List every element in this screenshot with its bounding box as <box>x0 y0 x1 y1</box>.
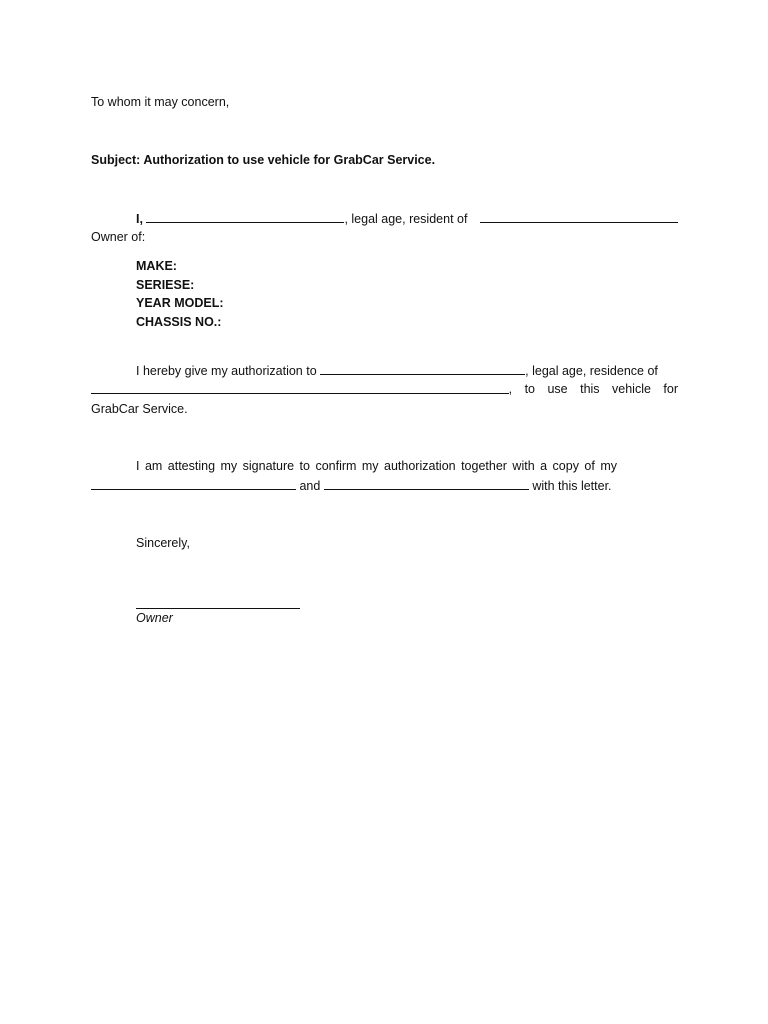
paragraph-2-line-2 <box>91 381 678 397</box>
residence-address-blank <box>91 381 509 394</box>
subject-line: Subject: Authorization to use vehicle for GrabCar Service. <box>91 153 436 167</box>
field-chassis-no: CHASSIS NO.: <box>136 315 222 329</box>
p2-line1-segment <box>91 362 658 379</box>
paragraph-3-line-2 <box>91 477 612 494</box>
p2-use-vehicle-text: , to use this vehicle for <box>508 382 678 396</box>
p1-legal-age-text: , legal age, resident of <box>344 212 468 226</box>
paragraph-2-line-1 <box>91 362 678 379</box>
field-series: SERIESE: <box>136 278 195 292</box>
closing: Sincerely, <box>136 536 190 550</box>
id-document-2-blank <box>324 477 529 490</box>
p3-attesting-text: I am attesting my signature to confirm my authorization together with a copy of my <box>136 459 617 473</box>
p3-with-letter-text: with this letter. <box>532 479 612 493</box>
residence-blank <box>480 210 678 223</box>
name-blank <box>146 210 344 223</box>
p2-legal-age-text: , legal age, residence of <box>525 364 658 378</box>
field-make: MAKE: <box>136 259 177 273</box>
p1-i-text: I, <box>136 212 143 226</box>
p3-and-text: and <box>299 479 321 493</box>
signatory-label: Owner <box>136 611 173 625</box>
p1-i-segment <box>91 210 467 227</box>
paragraph-2-line-3: GrabCar Service. <box>91 402 188 416</box>
field-year-model: YEAR MODEL: <box>136 296 224 310</box>
paragraph-3-line-1 <box>91 458 678 474</box>
paragraph-1-line-1 <box>91 210 678 227</box>
p2-authorization-text: I hereby give my authorization to <box>136 364 317 378</box>
signature-line <box>136 608 300 609</box>
owner-of-label: Owner of: <box>91 230 146 244</box>
greeting: To whom it may concern, <box>91 95 230 109</box>
id-document-1-blank <box>91 477 296 490</box>
authorized-person-blank <box>320 362 525 375</box>
